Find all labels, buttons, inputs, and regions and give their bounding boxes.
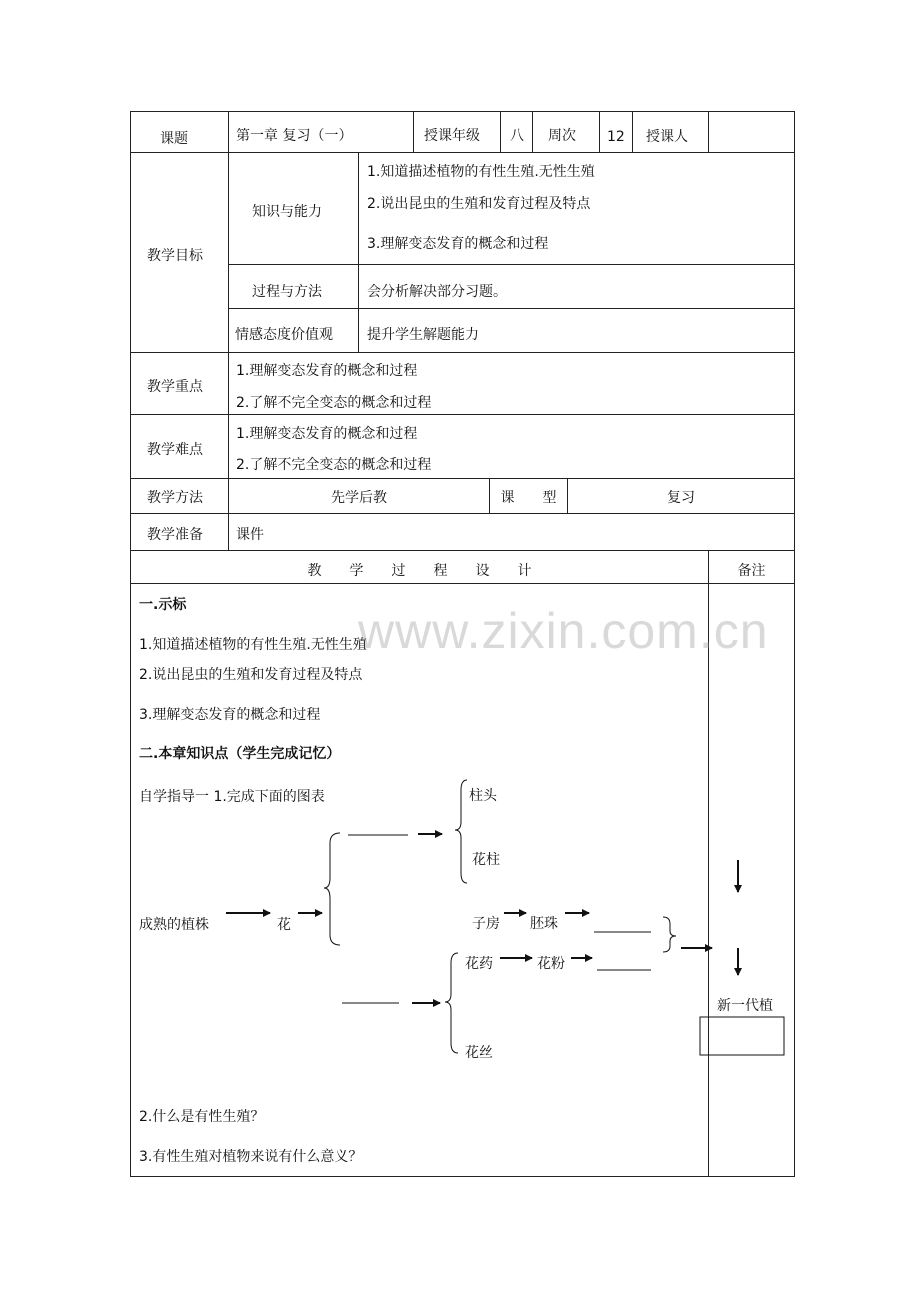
knowledge-label: 知识与能力 bbox=[252, 204, 322, 220]
guide-text: 自学指导一 1.完成下面的图表 bbox=[139, 789, 325, 805]
stigma-label: 柱头 bbox=[469, 788, 497, 804]
difficulty-item: 2.了解不完全变态的概念和过程 bbox=[236, 457, 432, 473]
knowledge-item: 3.理解变态发育的概念和过程 bbox=[367, 236, 549, 252]
prep-value: 课件 bbox=[236, 527, 264, 543]
ovary-label: 子房 bbox=[472, 916, 500, 932]
new-generation-label: 新一代植 bbox=[717, 998, 773, 1014]
process-label: 过程与方法 bbox=[252, 284, 322, 300]
question-2: 2.什么是有性生殖？ bbox=[139, 1109, 265, 1125]
brace-stamen bbox=[445, 953, 458, 1053]
process-text: 会分析解决部分习题。 bbox=[367, 284, 507, 300]
method-value: 先学后教 bbox=[331, 490, 387, 506]
difficulties-label: 教学难点 bbox=[147, 442, 203, 458]
flower-label: 花 bbox=[277, 917, 291, 933]
goals-label: 教学目标 bbox=[147, 248, 203, 264]
topic-value: 第一章 复习（一） bbox=[236, 128, 353, 144]
grade-value: 八 bbox=[510, 128, 524, 144]
brace-pistil bbox=[455, 780, 467, 883]
anther-label: 花药 bbox=[465, 956, 493, 972]
difficulty-item: 1.理解变态发育的概念和过程 bbox=[236, 426, 418, 442]
style-label: 花柱 bbox=[472, 852, 500, 868]
brace-flower bbox=[324, 833, 340, 945]
section1-title: 一.示标 bbox=[139, 597, 187, 613]
brace-right bbox=[663, 917, 676, 952]
method-label: 教学方法 bbox=[147, 490, 203, 506]
week-label: 周次 bbox=[548, 128, 576, 144]
lesson-type-value: 复习 bbox=[667, 490, 695, 506]
week-value: 12 bbox=[607, 129, 625, 145]
filament-label: 花丝 bbox=[465, 1045, 493, 1061]
remark-label: 备注 bbox=[737, 563, 766, 579]
answer-box bbox=[700, 1017, 784, 1055]
watermark: www.zixin.com.cn bbox=[358, 603, 769, 659]
prep-label: 教学准备 bbox=[147, 527, 203, 543]
section1-item: 3.理解变态发育的概念和过程 bbox=[139, 707, 321, 723]
knowledge-item: 2.说出昆虫的生殖和发育过程及特点 bbox=[367, 196, 591, 212]
lesson-type-label: 课 型 bbox=[500, 490, 557, 506]
topic-label: 课题 bbox=[160, 131, 188, 147]
design-title: 教 学 过 程 设 计 bbox=[307, 563, 532, 579]
grade-label: 授课年级 bbox=[424, 128, 480, 144]
key-point-item: 2.了解不完全变态的概念和过程 bbox=[236, 395, 432, 411]
key-points-label: 教学重点 bbox=[147, 379, 203, 395]
emotion-label: 情感态度价值观 bbox=[235, 327, 333, 343]
key-point-item: 1.理解变态发育的概念和过程 bbox=[236, 363, 418, 379]
section1-item: 1.知道描述植物的有性生殖.无性生殖 bbox=[139, 637, 367, 653]
pollen-label: 花粉 bbox=[537, 956, 565, 972]
mature-plant-label: 成熟的植株 bbox=[139, 917, 209, 933]
section1-item: 2.说出昆虫的生殖和发育过程及特点 bbox=[139, 667, 363, 683]
section2-title: 二.本章知识点（学生完成记忆） bbox=[139, 746, 341, 762]
emotion-text: 提升学生解题能力 bbox=[367, 327, 479, 343]
knowledge-item: 1.知道描述植物的有性生殖.无性生殖 bbox=[367, 164, 595, 180]
question-3: 3.有性生殖对植物来说有什么意义？ bbox=[139, 1149, 363, 1165]
ovule-label: 胚珠 bbox=[530, 916, 558, 932]
teacher-label: 授课人 bbox=[646, 129, 688, 145]
